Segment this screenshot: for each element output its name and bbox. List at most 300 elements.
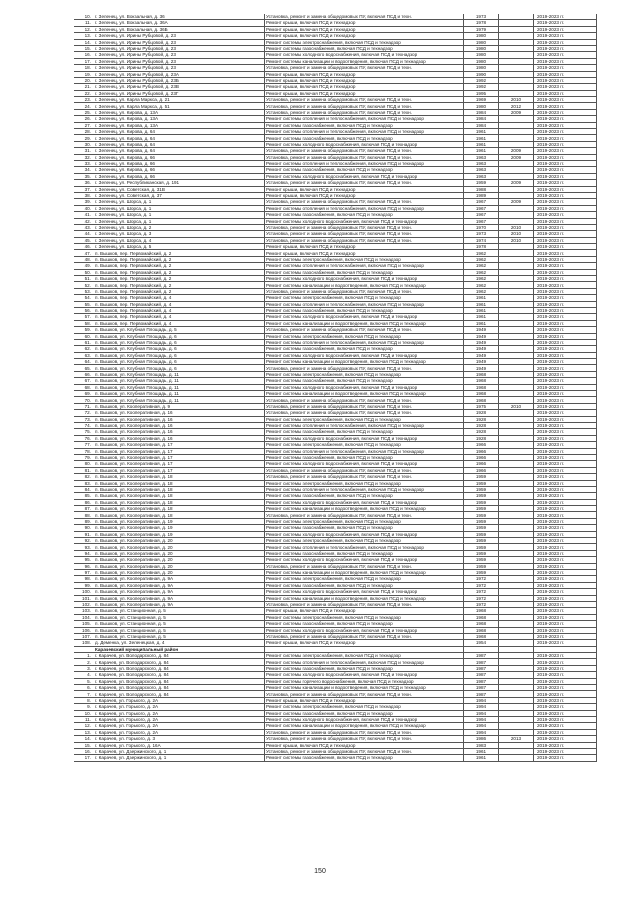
table-row [74, 180, 597, 186]
work-type-cell: Ремонт системы холодного водоснабжения, включая ПСД и технадзор [265, 218, 464, 224]
work-type-cell: Ремонт системы электроснабжения, включая ПСД и технадзор [265, 256, 464, 262]
planned-period-cell: 2019-2023 гг. [534, 384, 597, 390]
planned-period-cell: 2019-2023 гг. [534, 371, 597, 377]
work-type-cell: Ремонт системы канализации и водоотведения, включая ПСД и технадзор [265, 359, 464, 365]
build-year-cell: 1966 [464, 461, 499, 467]
build-year-cell: 1959 [464, 480, 499, 486]
row-number: 64. [74, 359, 94, 365]
work-type-cell: Ремонт системы газоснабжения, включая ПСД и технадзор [265, 550, 464, 556]
address-cell: г. Зеленец, ул. Кирова, д. 66 [94, 154, 265, 160]
build-year-cell: 1980 [464, 65, 499, 71]
build-year-cell: 1972 [464, 595, 499, 601]
planned-period-cell: 2019-2023 гг. [534, 84, 597, 90]
address-cell: г. Зеленец, ул. Ирины Рубцовой, д. 23 [94, 45, 265, 51]
work-type-cell: Ремонт системы электроснабжения, включая ПСД и технадзор [265, 538, 464, 544]
work-type-cell: Ремонт системы электроснабжения, включая ПСД и технадзор [265, 371, 464, 377]
build-year-cell: 1959 [464, 531, 499, 537]
work-type-cell: Установка, ремонт и замена общедомовых ПУ, включая ПСД и техн. [265, 154, 464, 160]
build-year-cell: 1980 [464, 103, 499, 109]
work-type-cell: Ремонт крыши, включая ПСД и технадзор [265, 742, 464, 748]
work-type-cell: Ремонт системы холодного водоснабжения, включая ПСД и технадзор [265, 276, 464, 282]
build-year-cell: 1994 [464, 697, 499, 703]
build-year-cell: 1972 [464, 601, 499, 607]
address-cell: п. Вышков, пер. Первомайский, д. 4 [94, 301, 265, 307]
row-number: 103. [74, 608, 94, 614]
last-repair-year-cell: 2010 [499, 224, 534, 230]
planned-period-cell: 2019-2023 гг. [534, 403, 597, 409]
build-year-cell: 1962 [464, 256, 499, 262]
address-cell: г. Карачев, ул. Горького, д. 2А [94, 704, 265, 710]
last-repair-year-cell: 2010 [499, 403, 534, 409]
address-cell: п. Вышков, ул. Клубная Площадь, д. 11 [94, 384, 265, 390]
work-type-cell: Ремонт системы отопления и теплоснабжения, включая ПСД и технадзор [265, 205, 464, 211]
planned-period-cell: 2019-2023 гг. [534, 608, 597, 614]
row-number: 70. [74, 397, 94, 403]
address-cell: г. Карачев, ул. Горького, д. 2А [94, 723, 265, 729]
build-year-cell: 1980 [464, 58, 499, 64]
row-number: 37. [74, 186, 94, 192]
planned-period-cell: 2019-2023 гг. [534, 301, 597, 307]
address-cell: п. Вышков, ул. Кооперативная, д. 20 [94, 538, 265, 544]
address-cell: п. Вышков, ул. Кооперативная, д. 16 [94, 435, 265, 441]
build-year-cell: 1980 [464, 52, 499, 58]
row-number: 79. [74, 454, 94, 460]
work-type-cell: Установка, ремонт и замена общедомовых ПУ, включая ПСД и техн. [265, 288, 464, 294]
work-type-cell: Ремонт системы канализации и водоотведения, включая ПСД и технадзор [265, 391, 464, 397]
work-type-cell: Ремонт системы газоснабжения, включая ПСД и технадзор [265, 665, 464, 671]
last-repair-year-cell [499, 755, 534, 761]
work-type-cell: Ремонт системы канализации и водоотведения, включая ПСД и технадзор [265, 569, 464, 575]
table-row [74, 97, 597, 103]
row-number: 24. [74, 103, 94, 109]
planned-period-cell: 2019-2023 гг. [534, 192, 597, 198]
row-number: 22. [74, 90, 94, 96]
work-type-cell: Ремонт системы электроснабжения, включая ПСД и технадзор [265, 39, 464, 45]
build-year-cell: 1968 [464, 614, 499, 620]
work-type-cell: Ремонт системы холодного водоснабжения, включая ПСД и технадзор [265, 141, 464, 147]
row-number: 19. [74, 71, 94, 77]
planned-period-cell: 2019-2023 гг. [534, 397, 597, 403]
address-cell: г. Зеленец, ул. Шорса, д. 1 [94, 212, 265, 218]
work-type-cell: Ремонт системы газоснабжения, включая ПСД и технадзор [265, 45, 464, 51]
build-year-cell: 1966 [464, 448, 499, 454]
build-year-cell: 1968 [464, 397, 499, 403]
planned-period-cell: 2019-2023 гг. [534, 148, 597, 154]
address-cell: п. Вышков, ул. Кооперативная, д. 9А [94, 589, 265, 595]
row-number: 88. [74, 512, 94, 518]
address-cell: Карачевский муниципальный район [94, 646, 265, 652]
planned-period-cell: 2019-2023 гг. [534, 205, 597, 211]
work-type-cell: Ремонт системы отопления и теплоснабжения, включая ПСД и технадзор [265, 339, 464, 345]
work-type-cell: Установка, ремонт и замена общедомовых ПУ, включая ПСД и техн. [265, 512, 464, 518]
work-type-cell: Установка, ремонт и замена общедомовых ПУ, включая ПСД и техн. [265, 180, 464, 186]
address-cell: п. Вышков, ул. Кооперативная, д. 17 [94, 467, 265, 473]
build-year-cell: 1962 [464, 250, 499, 256]
work-type-cell: Ремонт системы электроснабжения, включая ПСД и технадзор [265, 614, 464, 620]
build-year-cell: 1959 [464, 518, 499, 524]
row-number: 44. [74, 231, 94, 237]
address-cell: г. Карачев, ул. Дзержинского, д. 1 [94, 755, 265, 761]
repair-schedule-table [74, 14, 597, 762]
planned-period-cell: 2019-2023 гг. [534, 276, 597, 282]
work-type-cell: Ремонт системы холодного водоснабжения, включая ПСД и технадзор [265, 627, 464, 633]
build-year-cell: 1928 [464, 429, 499, 435]
row-number: 107. [74, 633, 94, 639]
address-cell: п. Вышков, ул. Кооперативная, д. 20 [94, 550, 265, 556]
address-cell: г. Зеленец, ул. Шорса, д. 2 [94, 224, 265, 230]
planned-period-cell: 2019-2023 гг. [534, 135, 597, 141]
address-cell: г. Зеленец, ул. Советская, д. 37 [94, 192, 265, 198]
work-type-cell: Ремонт системы холодного водоснабжения, включая ПСД и технадзор [265, 173, 464, 179]
row-number: 25. [74, 109, 94, 115]
build-year-cell: 1961 [464, 755, 499, 761]
row-number: 77. [74, 442, 94, 448]
row-number: 13. [74, 729, 94, 735]
planned-period-cell: 2019-2023 гг. [534, 256, 597, 262]
row-number: 68. [74, 384, 94, 390]
work-type-cell: Установка, ремонт и замена общедомовых ПУ, включая ПСД и техн. [265, 410, 464, 416]
planned-period-cell: 2019-2023 гг. [534, 736, 597, 742]
build-year-cell: 1972 [464, 576, 499, 582]
build-year-cell: 1963 [464, 167, 499, 173]
planned-period-cell: 2019-2023 гг. [534, 199, 597, 205]
table-body [74, 14, 597, 761]
build-year-cell: 1968 [464, 621, 499, 627]
planned-period-cell: 2019-2023 гг. [534, 20, 597, 26]
planned-period-cell: 2019-2023 гг. [534, 141, 597, 147]
planned-period-cell: 2019-2023 гг. [534, 729, 597, 735]
work-type-cell: Ремонт системы электроснабжения, включая ПСД и технадзор [265, 518, 464, 524]
address-cell: п. Вышков, пер. Первомайский, д. 2 [94, 288, 265, 294]
last-repair-year-cell: 2009 [499, 148, 534, 154]
row-number: 75. [74, 429, 94, 435]
address-cell: п. Вышков, ул. Кооперативная, д. 16 [94, 416, 265, 422]
address-cell: п. Вышков, ул. Клубная Площадь, д. 6 [94, 352, 265, 358]
planned-period-cell: 2019-2023 гг. [534, 410, 597, 416]
planned-period-cell: 2019-2023 гг. [534, 518, 597, 524]
work-type-cell: Ремонт системы канализации и водоотведения, включая ПСД и технадзор [265, 282, 464, 288]
row-number: 71. [74, 403, 94, 409]
row-number: 17. [74, 755, 94, 761]
work-type-cell: Установка, ремонт и замена общедомовых ПУ, включая ПСД и техн. [265, 103, 464, 109]
row-number: 11. [74, 716, 94, 722]
build-year-cell: 1987 [464, 665, 499, 671]
address-cell: п. Вышков, ул. Кооперативная, д. 18 [94, 474, 265, 480]
work-type-cell: Ремонт системы отопления и теплоснабжения, включая ПСД и технадзор [265, 659, 464, 665]
work-type-cell: Ремонт системы канализации и водоотведения, включая ПСД и технадзор [265, 595, 464, 601]
planned-period-cell: 2019-2023 гг. [534, 531, 597, 537]
work-type-cell: Ремонт системы газоснабжения, включая ПСД и технадзор [265, 710, 464, 716]
work-type-cell: Установка, ремонт и замена общедомовых ПУ, включая ПСД и техн. [265, 397, 464, 403]
build-year-cell: 1966 [464, 454, 499, 460]
address-cell: г. Карачев, ул. Горького, д. 2А [94, 710, 265, 716]
build-year-cell: 1994 [464, 729, 499, 735]
work-type-cell: Установка, ремонт и замена общедомовых ПУ, включая ПСД и техн. [265, 403, 464, 409]
row-number: 84. [74, 486, 94, 492]
last-repair-year-cell: 2010 [499, 237, 534, 243]
work-type-cell: Установка, ремонт и замена общедомовых ПУ, включая ПСД и техн. [265, 327, 464, 333]
address-cell: п. Вышков, ул. Кооперативная, д. 9А [94, 582, 265, 588]
build-year-cell: 1988 [464, 186, 499, 192]
work-type-cell: Установка, ремонт и замена общедомовых ПУ, включая ПСД и техн. [265, 97, 464, 103]
row-number: 95. [74, 557, 94, 563]
address-cell: г. Зеленец, ул. Шорса, д. 4 [94, 237, 265, 243]
build-year-cell: 1949 [464, 365, 499, 371]
planned-period-cell: 2019-2023 гг. [534, 231, 597, 237]
planned-period-cell: 2019-2023 гг. [534, 352, 597, 358]
row-number: 36. [74, 180, 94, 186]
row-number: 93. [74, 544, 94, 550]
work-type-cell: Ремонт системы электроснабжения, включая ПСД и технадзор [265, 295, 464, 301]
planned-period-cell: 2019-2023 гг. [534, 448, 597, 454]
work-type-cell: Ремонт крыши, включая ПСД и технадзор [265, 697, 464, 703]
address-cell: г. Карачев, ул. Дзержинского, д. 1 [94, 748, 265, 754]
planned-period-cell: 2019-2023 гг. [534, 282, 597, 288]
address-cell: п. Вышков, ул. Кооперативная, д. 9 [94, 403, 265, 409]
address-cell: г. Зеленец, ул. Карла Маркса, д. 51 [94, 103, 265, 109]
address-cell: г. Зеленец, ул. Кирова, д. 64 [94, 141, 265, 147]
work-type-cell: Ремонт системы газоснабжения, включая ПСД и технадзор [265, 525, 464, 531]
work-type-cell: Ремонт системы отопления и теплоснабжения, включая ПСД и технадзор [265, 423, 464, 429]
build-year-cell: 1968 [464, 633, 499, 639]
planned-period-cell: 2019-2023 гг. [534, 160, 597, 166]
address-cell: п. Вышков, ул. Кооперативная, д. 18 [94, 506, 265, 512]
planned-period-cell: 2019-2023 гг. [534, 250, 597, 256]
work-type-cell: Ремонт системы холодного водоснабжения, включая ПСД и технадзор [265, 52, 464, 58]
build-year-cell: 1961 [464, 320, 499, 326]
build-year-cell: 1961 [464, 129, 499, 135]
build-year-cell: 1992 [464, 77, 499, 83]
row-number: 89. [74, 518, 94, 524]
build-year-cell: 1928 [464, 423, 499, 429]
planned-period-cell: 2019-2023 гг. [534, 97, 597, 103]
build-year-cell: 1978 [464, 244, 499, 250]
work-type-cell: Ремонт системы газоснабжения, включая ПСД и технадзор [265, 122, 464, 128]
planned-period-cell: 2019-2023 гг. [534, 691, 597, 697]
address-cell: г. Зеленец, ул. Ирины Рубцовой, д. 23 [94, 39, 265, 45]
work-type-cell: Ремонт системы газоснабжения, включая ПСД и технадзор [265, 621, 464, 627]
planned-period-cell: 2019-2023 гг. [534, 614, 597, 620]
row-number: 13. [74, 33, 94, 39]
address-cell: п. Вышков, ул. Кооперативная, д. 17 [94, 454, 265, 460]
work-type-cell: Ремонт системы газоснабжения, включая ПСД и технадзор [265, 454, 464, 460]
planned-period-cell: 2019-2023 гг. [534, 65, 597, 71]
work-type-cell: Ремонт системы канализации и водоотведения, включая ПСД и технадзор [265, 685, 464, 691]
planned-period-cell: 2019-2023 гг. [534, 454, 597, 460]
build-year-cell: 1970 [464, 224, 499, 230]
row-number: 15. [74, 742, 94, 748]
address-cell: г. Зеленец, ул. Ирины Рубцовой, д. 23 [94, 52, 265, 58]
planned-period-cell: 2019-2023 гг. [534, 224, 597, 230]
work-type-cell: Ремонт системы электроснабжения, включая ПСД и технадзор [265, 653, 464, 659]
table-row [74, 103, 597, 109]
planned-period-cell: 2019-2023 гг. [534, 429, 597, 435]
row-number: 78. [74, 448, 94, 454]
work-type-cell: Ремонт крыши, включая ПСД и технадзор [265, 26, 464, 32]
row-number: 58. [74, 320, 94, 326]
planned-period-cell: 2019-2023 гг. [534, 582, 597, 588]
row-number: 35. [74, 173, 94, 179]
build-year-cell: 1980 [464, 33, 499, 39]
address-cell: г. Зеленец, ул. Кирова, д. 66 [94, 167, 265, 173]
planned-period-cell: 2019-2023 гг. [534, 589, 597, 595]
address-cell: г. Зеленец, ул. Шорса, д. 3 [94, 231, 265, 237]
planned-period-cell: 2019-2023 гг. [534, 365, 597, 371]
row-number: 74. [74, 423, 94, 429]
build-year-cell: 1968 [464, 384, 499, 390]
build-year-cell: 1967 [464, 199, 499, 205]
work-type-cell: Ремонт системы электроснабжения, включая ПСД и технадзор [265, 416, 464, 422]
planned-period-cell: 2019-2023 гг. [534, 109, 597, 115]
work-type-cell: Ремонт системы холодного водоснабжения, включая ПСД и технадзор [265, 531, 464, 537]
address-cell: г. Зеленец, ул. Вокзальная, д. 36Б [94, 26, 265, 32]
build-year-cell: 1961 [464, 314, 499, 320]
row-number: 80. [74, 461, 94, 467]
table-row [74, 154, 597, 160]
build-year-cell: 1949 [464, 346, 499, 352]
work-type-cell: Ремонт системы отопления и теплоснабжения, включая ПСД и технадзор [265, 544, 464, 550]
build-year-cell: 1968 [464, 391, 499, 397]
planned-period-cell: 2019-2023 гг. [534, 90, 597, 96]
planned-period-cell: 2019-2023 гг. [534, 416, 597, 422]
last-repair-year-cell: 2010 [499, 97, 534, 103]
build-year-cell: 1959 [464, 544, 499, 550]
work-type-cell: Установка, ремонт и замена общедомовых ПУ, включая ПСД и техн. [265, 748, 464, 754]
planned-period-cell: 2019-2023 гг. [534, 474, 597, 480]
row-number: 55. [74, 301, 94, 307]
address-cell: г. Зеленец, ул. Ирины Рубцовой, д. 23 [94, 65, 265, 71]
row-number: 83. [74, 480, 94, 486]
work-type-cell: Установка, ремонт и замена общедомовых ПУ, включая ПСД и техн. [265, 237, 464, 243]
planned-period-cell: 2019-2023 гг. [534, 685, 597, 691]
build-year-cell: 1975 [464, 403, 499, 409]
address-cell: п. Вышков, ул. Клубная Площадь, д. 11 [94, 378, 265, 384]
work-type-cell: Ремонт крыши, включая ПСД и технадзор [265, 192, 464, 198]
work-type-cell: Ремонт системы холодного водоснабжения, включая ПСД и технадзор [265, 716, 464, 722]
work-type-cell: Установка, ремонт и замена общедомовых ПУ, включая ПСД и техн. [265, 729, 464, 735]
work-type-cell: Ремонт системы отопления и теплоснабжения, включая ПСД и технадзор [265, 263, 464, 269]
build-year-cell: 1959 [464, 506, 499, 512]
row-number: 41. [74, 212, 94, 218]
build-year-cell: 1978 [464, 20, 499, 26]
build-year-cell: 1973 [464, 14, 499, 20]
work-type-cell: Ремонт системы отопления и теплоснабжения, включая ПСД и технадзор [265, 160, 464, 166]
row-number: 102. [74, 601, 94, 607]
planned-period-cell: 2019-2023 гг. [534, 77, 597, 83]
table-row [74, 109, 597, 115]
build-year-cell: 1959 [464, 512, 499, 518]
planned-period-cell: 2019-2023 гг. [534, 435, 597, 441]
last-repair-year-cell: 2009 [499, 199, 534, 205]
row-number: 32. [74, 154, 94, 160]
address-cell: г. Карачев, ул. Володарского, д. 84 [94, 672, 265, 678]
build-year-cell: 1984 [464, 109, 499, 115]
planned-period-cell: 2019-2023 гг. [534, 525, 597, 531]
planned-period-cell: 2019-2023 гг. [534, 33, 597, 39]
address-cell: г. Зеленец, ул. Ирины Рубцовой, д. 23В [94, 84, 265, 90]
build-year-cell: 1994 [464, 704, 499, 710]
planned-period-cell: 2019-2023 гг. [534, 563, 597, 569]
address-cell: п. Вышков, ул. Кооперативная, д. 18 [94, 486, 265, 492]
build-year-cell: 1963 [464, 160, 499, 166]
row-number: 98. [74, 576, 94, 582]
build-year-cell: 1959 [464, 525, 499, 531]
row-number: 18. [74, 65, 94, 71]
build-year-cell: 1990 [464, 71, 499, 77]
address-cell: п. Вышков, ул. Кооперативная, д. 19 [94, 518, 265, 524]
build-year-cell: 1967 [464, 212, 499, 218]
work-type-cell: Ремонт системы отопления и теплоснабжения, включая ПСД и технадзор [265, 129, 464, 135]
row-number: 29. [74, 135, 94, 141]
address-cell: п. Вышков, ул. Кооперативная, д. 18 [94, 493, 265, 499]
address-cell: п. Вышков, пер. Первомайский, д. 4 [94, 320, 265, 326]
table-row [74, 148, 597, 154]
address-cell: д. Деменка, ул. Зеленецкая, д. 4 [94, 640, 265, 646]
work-type-cell: Установка, ремонт и замена общедомовых ПУ, включая ПСД и техн. [265, 148, 464, 154]
address-cell: г. Зеленец, ул. Кирова, д. 64 [94, 135, 265, 141]
page-number: 150 [314, 868, 326, 875]
planned-period-cell: 2019-2023 гг. [534, 26, 597, 32]
address-cell: п. Вышков, ул. Кооперативная, д. 18 [94, 480, 265, 486]
planned-period-cell: 2019-2023 гг. [534, 346, 597, 352]
row-number: 47. [74, 250, 94, 256]
address-cell: п. Вышков, ул. Кооперативная, д. 17 [94, 448, 265, 454]
planned-period-cell: 2019-2023 гг. [534, 569, 597, 575]
address-cell: п. Вышков, ул. Клубная Площадь, д. 11 [94, 371, 265, 377]
planned-period-cell: 2019-2023 гг. [534, 288, 597, 294]
work-type-cell: Установка, ремонт и замена общедомовых ПУ, включая ПСД и техн. [265, 563, 464, 569]
address-cell: г. Зеленец, ул. Ирины Рубцовой, д. 23Г [94, 90, 265, 96]
planned-period-cell: 2019-2023 гг. [534, 672, 597, 678]
row-number: 53. [74, 288, 94, 294]
build-year-cell: 1966 [464, 442, 499, 448]
row-number: 82. [74, 474, 94, 480]
row-number: 45. [74, 237, 94, 243]
planned-period-cell: 2019-2023 гг. [534, 697, 597, 703]
address-cell: п. Вышков, ул. Станционная, д. 5 [94, 633, 265, 639]
address-cell: п. Вышков, ул. Кооперативная, д. 18 [94, 512, 265, 518]
row-number: 9. [74, 704, 94, 710]
build-year-cell: 1961 [464, 148, 499, 154]
planned-period-cell: 2019-2023 гг. [534, 627, 597, 633]
work-type-cell: Ремонт системы газоснабжения, включая ПСД и технадзор [265, 429, 464, 435]
build-year-cell: 1967 [464, 205, 499, 211]
build-year-cell: 1961 [464, 307, 499, 313]
address-cell: г. Карачев, ул. Володарского, д. 84 [94, 685, 265, 691]
build-year-cell: 1949 [464, 352, 499, 358]
address-cell: п. Вышков, ул. Кооперативная, д. 16 [94, 423, 265, 429]
planned-period-cell: 2019-2023 гг. [534, 480, 597, 486]
work-type-cell: Ремонт системы газоснабжения, включая ПСД и технадзор [265, 493, 464, 499]
work-type-cell: Ремонт системы канализации и водоотведения, включая ПСД и технадзор [265, 723, 464, 729]
planned-period-cell: 2019-2023 гг. [534, 704, 597, 710]
address-cell: п. Вышков, ул. Клубная Площадь, д. 11 [94, 397, 265, 403]
planned-period-cell: 2019-2023 гг. [534, 595, 597, 601]
row-number: 54. [74, 295, 94, 301]
build-year-cell: 1984 [464, 122, 499, 128]
row-number: 57. [74, 314, 94, 320]
address-cell: г. Зеленец, ул. Карла Маркса, д. 21 [94, 97, 265, 103]
planned-period-cell: 2019-2023 гг. [534, 154, 597, 160]
work-type-cell: Установка, ремонт и замена общедомовых ПУ, включая ПСД и техн. [265, 736, 464, 742]
row-number: 106. [74, 627, 94, 633]
work-type-cell: Установка, ремонт и замена общедомовых ПУ, включая ПСД и техн. [265, 14, 464, 20]
address-cell: г. Зеленец, ул. Кирова, д. 64 [94, 129, 265, 135]
planned-period-cell: 2019-2023 гг. [534, 244, 597, 250]
work-type-cell: Ремонт крыши, включая ПСД и технадзор [265, 33, 464, 39]
planned-period-cell: 2019-2023 гг. [534, 659, 597, 665]
build-year-cell: 1961 [464, 141, 499, 147]
